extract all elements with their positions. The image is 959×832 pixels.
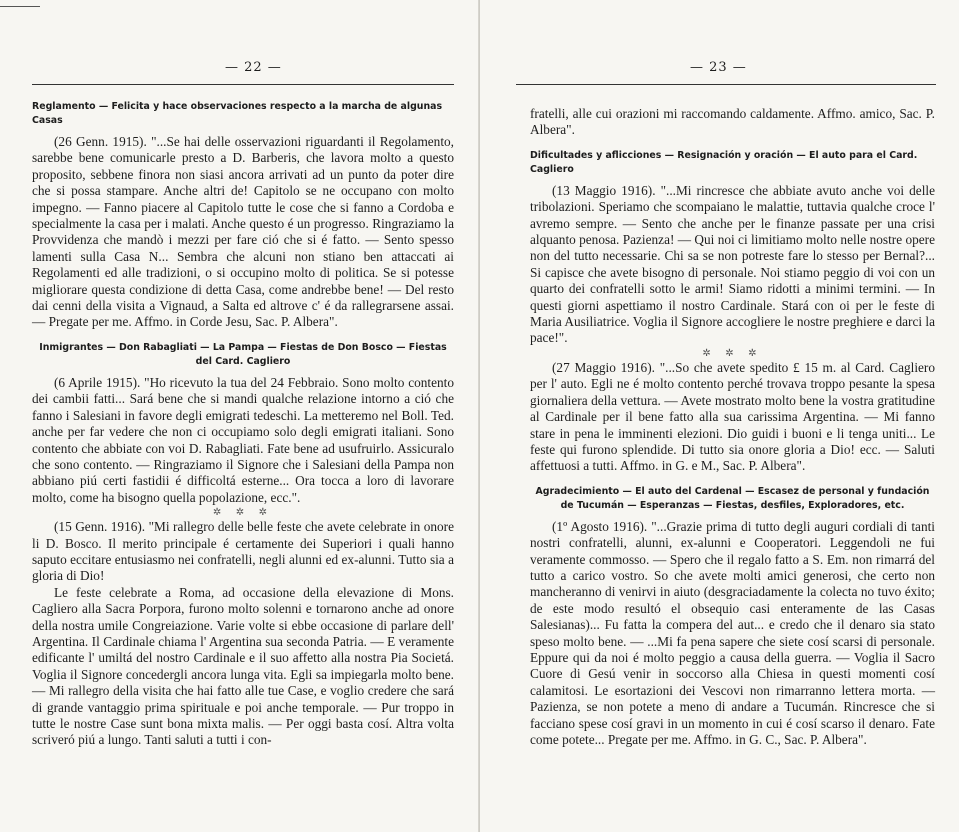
right-column bbox=[530, 106, 935, 748]
header-rule bbox=[32, 84, 454, 85]
letter-paragraph: (1º Agosto 1916). "...Grazie prima di tutto degli auguri cordiali di tanti nostri confratelli, alunni, ex-alunni e Cooperatori. Leggendoli ne fui veramente commosso. — Spero che il regalo fatto a S. Em. non rimarrá del tutto a carico vostro. So che avete molti amici generosi, che certo non mancheranno di venirvi in aiuto (desgraciadamente la colecta no tuvo éxito; de este modo resultó el obsequio casi enteramente de las Casas Salesianas)... Fu fatta la compera del aut... e credo che il denaro sia stato speso molto bene. — ...Mi fa pena sapere che siete cosí scarsi di personale. Eppure qui da noi é molto peggio a causa della guerra. — Voglia il Sacro Cuore di Gesú venir in soccorso alla Chiesa in questi momenti cosí calamitosi. Le esortazioni dei Vescovi non rimarranno lettera morta. — Pazienza, se non potete a meno di andare a Tucumán. Rincresce che si facciano spese cosí gravi in un momento in cui é cosí scarso il denaro. Fate come potete... Pregate per me. Affmo. in G. C., Sac. P. Albera". bbox=[530, 518, 935, 747]
section-separator: ✲ ✲ ✲ bbox=[212, 507, 274, 519]
right-page bbox=[480, 0, 959, 832]
letter-paragraph: (15 Genn. 1916). "Mi rallegro delle belle feste che avete celebrate in onore li D. Bosco. Il merito principale é certamente dei Superiori i quali hanno saputo eccitare entusiasmo nei confratelli, negli alunni ed ex-alunni. Tutto sia a gloria di Dio! bbox=[32, 519, 454, 584]
section-heading: Agradecimiento — El auto del Cardenal — Escasez de personal y fundación de Tucumán — Esperanzas — Fiestas, desfiles, Exploradores, etc. bbox=[535, 485, 930, 511]
section-heading: Reglamento — Felicita y hace observaciones respecto a la marcha de algunas Casas bbox=[32, 101, 443, 126]
letter-paragraph: Le feste celebrate a Roma, ad occasione della elevazione di Mons. Cagliero alla Sacra Porpora, furono molto solenni e tornarono anche ad onore della nostra umile Congreiazione. Varie volte si ebbe occasione di parlare dell' Argentina. Il Cardinale chiama l' Argentina sua seconda Patria. — E veramente edificante l' umiltá del nostro Cardinale e il suo affetto alla nostra Pia Societá. Voglia il Signore concedergli ancora lunga vita. Egli sa impiegarla molto bene. — Mi rallegro della visita che hai fatto alle tue Case, e voglio credere che sará di grande vantaggio prima spirituale e poi anche temporale. — Pur troppo in tutte le nostre Case sunt bona mixta malis. — Per oggi basta cosí. Altra volta scriveró piú a lungo. Tanti saluti a tutti i con- bbox=[32, 584, 454, 748]
letter-paragraph: (6 Aprile 1915). "Ho ricevuto la tua del 24 Febbraio. Sono molto contento dei cambii fatti... Sará bene che si mandi qualche relazione intorno a ció che fanno i Salesiani in favore degli emigrati tedeschi. La metteremo nel Boll. Ted. anche per far vedere che non ci occupiamo solo degli emigrati italiani. Sono contento che abbiate con voi D. Rabagliati. Fate bene ad usufruirlo. Assicuralo che sono contento. — Ringraziamo il Signore che i Salesiani della Pampa non abbiano piú certi fastidii é difficoltá esterne... Ora tocca a loro di lavorare molto, come ha bisogno quella popolazione, ecc.". bbox=[32, 374, 454, 505]
section-heading: Dificultades y aflicciones — Resignación y oración — El auto para el Card. Cagliero bbox=[530, 149, 918, 175]
letter-paragraph: (13 Maggio 1916). "...Mi rincresce che abbiate avuto anche voi delle tribolazioni. Speriamo che scompaiano le malattie, tuttavia qualche croce l' avremo sempre. — Sento che anche per le finanze passate per una crisi alquanto penosa. Pazienza! — Qui noi ci limitiamo molto nelle nostre opere non del tutto necessarie. Chi sa se non potreste fare lo stesso per Bernal?... Si capisce che avete bisogno di personale. Noi stiamo peggio di voi con un quarto dei confratelli sotto le armi! Siamo ridotti a minimi termini. — In questi giorni aspettiamo il nostro Cardinale. Stará con oi per le feste di Maria Ausiliatrice. Voglia il Signore accogliere le nostre preghiere e darci la pace!". bbox=[530, 182, 935, 346]
letter-paragraph: fratelli, alle cui orazioni mi raccomando caldamente. Affmo. amico, Sac. P. Albera". bbox=[530, 106, 935, 138]
left-column bbox=[32, 100, 454, 749]
corner-mark bbox=[0, 6, 40, 7]
letter-paragraph: (27 Maggio 1916). "...So che avete spedito £ 15 m. al Card. Cagliero per l' auto. Egli ne é molto contento perché trovava troppo pesante la spesa giornaliera della vettura. — Avete mostrato molto bene la vostra gratitudine al Cardinale per il bene fatto alla sua carissima Argentina. — Mi fanno stare in pena le imminenti elezioni. Dio guidi i buoni e li tenga uniti... Le feste qui furono splendide. Di tutto sia onore gloria a Dio! ecc. — Saluti affettuosi a tutti. Affmo. in G. e M., Sac. P. Albera". bbox=[530, 359, 935, 474]
section-separator: ✲ ✲ ✲ bbox=[702, 347, 763, 359]
page-number: — 23 — bbox=[690, 60, 747, 75]
letter-paragraph: (26 Genn. 1915). "...Se hai delle osservazioni riguardanti il Regolamento, sarebbe bene comunicarle presto a D. Barberis, che lavora molto a questo proposito, sebbene finora non siasi ancora arrivati ad un punto da poter dire che si possa stampare. Anche altri de! Capitolo se ne occupano con molto impegno. — Fanno piacere al Capitolo tutte le cose che si fanno a Cordoba e specialmente la casa per i malati. Anche questo é un progresso. Ringraziamo la Provvidenza che mandò i mezzi per fare ció che si é fatto. — Sento spesso lamenti sulla Casa N... Sembra che alcuni non stiano ben attaccati ai Regolamenti ed alle tradizioni, o si occupino molto di politica. Se si potesse migliorare questa condizione di detta Casa, come andrebbe bene! — Del resto dai cenni della visita a Vignaud, a Salta ed altrove c' é da rallegrarsene assai. — Pregate per me. Affmo. in Corde Jesu, Sac. P. Albera". bbox=[32, 134, 454, 330]
header-rule bbox=[516, 84, 936, 85]
page-number: — 22 — bbox=[225, 60, 282, 75]
section-heading: Inmigrantes — Don Rabagliati — La Pampa — Fiestas de Don Bosco — Fiestas del Card. Cagliero bbox=[39, 341, 447, 367]
